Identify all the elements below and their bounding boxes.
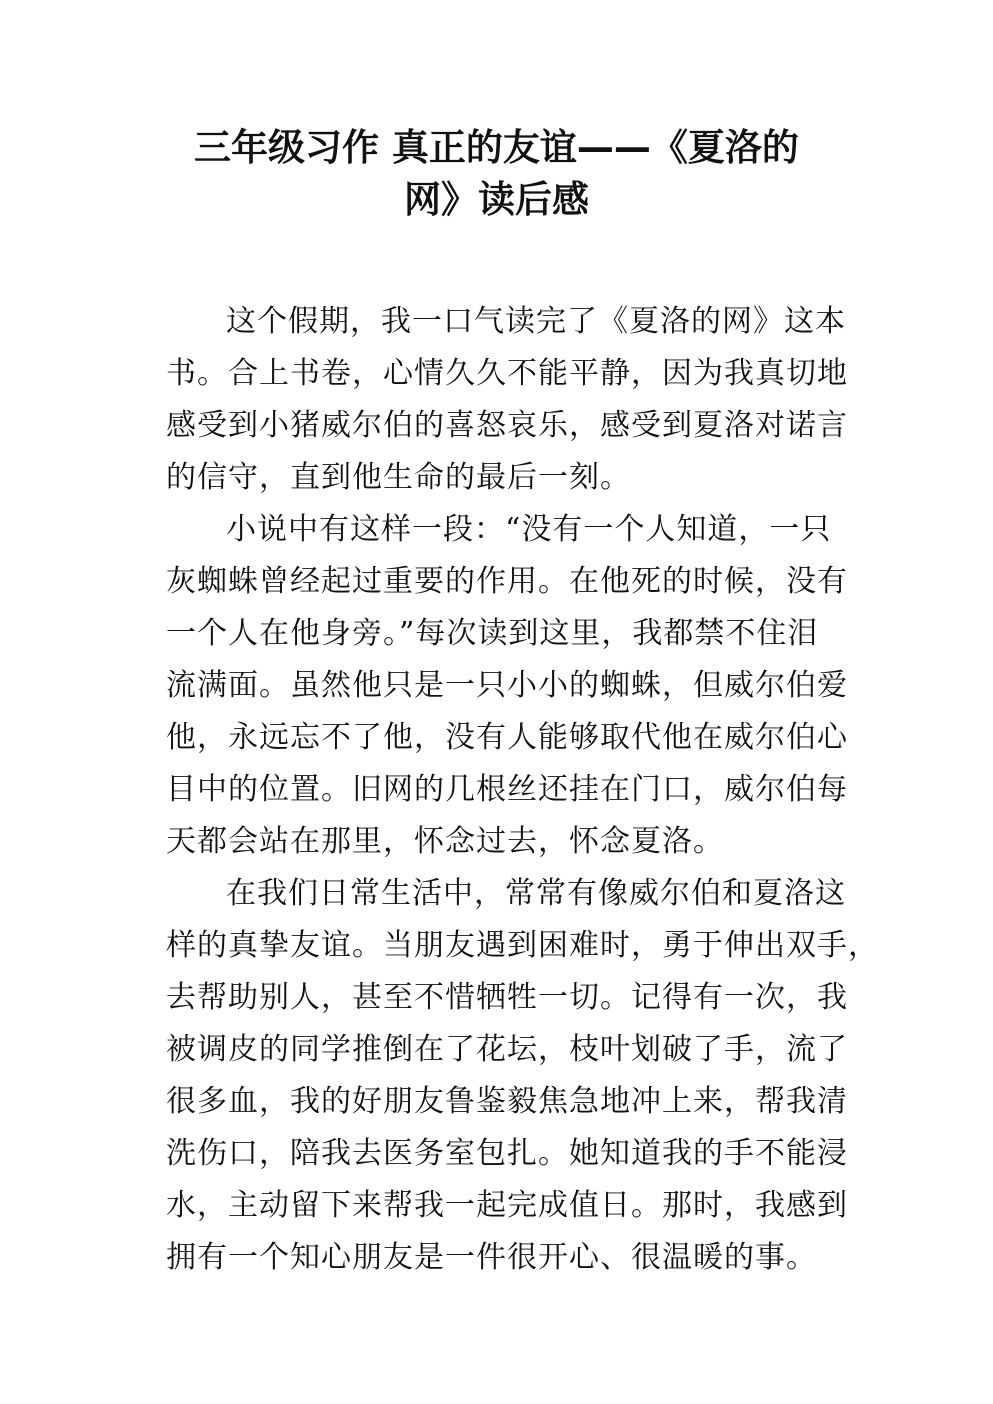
text-line: 去帮助别人，甚至不惜牺牲一切。记得有一次，我 (166, 980, 848, 1015)
title-line-1: 三年级习作 真正的友谊——《夏洛的 (194, 126, 799, 169)
text-line: 洗伤口，陪我去医务室包扎。她知道我的手不能浸 (166, 1136, 848, 1171)
text-line: 感受到小猪威尔伯的喜怒哀乐，感受到夏洛对诺言 (166, 408, 848, 443)
text-line: 的信守，直到他生命的最后一刻。 (166, 460, 631, 495)
text-line: 天都会站在那里，怀念过去，怀念夏洛。 (166, 824, 724, 859)
text-line: 流满面。虽然他只是一只小小的蜘蛛，但威尔伯爱 (166, 668, 848, 703)
text-line: 这个假期，我一口气读完了《夏洛的网》这本 (226, 304, 846, 339)
paragraph-2 (166, 504, 846, 868)
text-line: 小说中有这样一段：“没有一个人知道，一只 (226, 512, 832, 547)
text-line: 在我们日常生活中，常常有像威尔伯和夏洛这 (226, 876, 846, 911)
document-body (166, 296, 879, 1284)
title-line-2: 网》读后感 (404, 178, 589, 221)
text-line: 灰蜘蛛曾经起过重要的作用。在他死的时候，没有 (166, 564, 848, 599)
text-line: 书。合上书卷，心情久久不能平静，因为我真切地 (166, 356, 848, 391)
text-line: 水，主动留下来帮我一起完成值日。那时，我感到 (166, 1188, 848, 1223)
document-title (140, 122, 853, 226)
text-line: 被调皮的同学推倒在了花坛，枝叶划破了手，流了 (166, 1032, 848, 1067)
text-line: 拥有一个知心朋友是一件很开心、很温暖的事。 (166, 1240, 817, 1275)
paragraph-1 (166, 296, 846, 504)
text-line: 目中的位置。旧网的几根丝还挂在门口，威尔伯每 (166, 772, 848, 807)
text-line: 很多血，我的好朋友鲁鉴毅焦急地冲上来，帮我清 (166, 1084, 848, 1119)
paragraph-3 (166, 868, 879, 1284)
text-line: 样的真挚友谊。当朋友遇到困难时，勇于伸出双手， (166, 928, 879, 963)
text-line: 一个人在他身旁。”每次读到这里，我都禁不住泪 (166, 616, 819, 651)
text-line: 他，永远忘不了他，没有人能够取代他在威尔伯心 (166, 720, 848, 755)
